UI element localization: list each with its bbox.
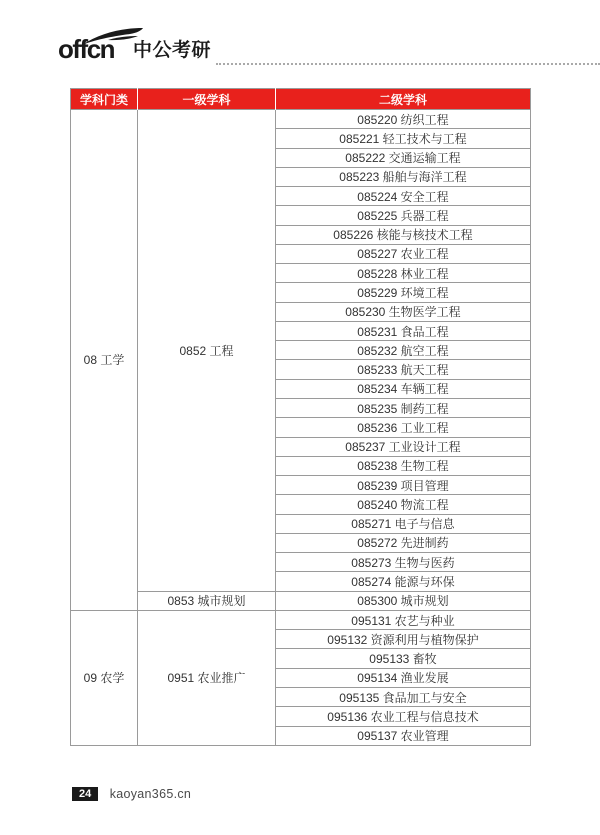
second-level-cell: 085223 船舶与海洋工程 xyxy=(276,167,531,186)
second-level-cell: 085237 工业设计工程 xyxy=(276,437,531,456)
header-second-level: 二级学科 xyxy=(276,89,531,110)
header-first-level: 一级学科 xyxy=(138,89,276,110)
second-level-cell: 085222 交通运输工程 xyxy=(276,148,531,167)
second-level-cell: 085233 航天工程 xyxy=(276,360,531,379)
second-level-cell: 085230 生物医学工程 xyxy=(276,302,531,321)
second-level-cell: 095131 农艺与种业 xyxy=(276,610,531,629)
second-level-cell: 095137 农业管理 xyxy=(276,726,531,745)
second-level-cell: 085229 环境工程 xyxy=(276,283,531,302)
second-level-cell: 085220 纺织工程 xyxy=(276,110,531,129)
second-level-cell: 085227 农业工程 xyxy=(276,244,531,263)
second-level-cell: 085239 项目管理 xyxy=(276,476,531,495)
brand-logo-text: offcn xyxy=(58,34,115,64)
second-level-cell: 085225 兵器工程 xyxy=(276,206,531,225)
second-level-cell: 085232 航空工程 xyxy=(276,341,531,360)
table-row xyxy=(71,110,531,129)
second-level-cell: 085234 车辆工程 xyxy=(276,379,531,398)
second-level-cell: 085240 物流工程 xyxy=(276,495,531,514)
brand-logo-cn-text: 中公考研 xyxy=(133,40,212,61)
second-level-cell: 095132 资源利用与植物保护 xyxy=(276,630,531,649)
first-level-cell: 0852 工程 xyxy=(138,110,276,592)
first-level-cell: 0853 城市规划 xyxy=(138,591,276,610)
second-level-cell: 085300 城市规划 xyxy=(276,591,531,610)
second-level-cell: 085238 生物工程 xyxy=(276,456,531,475)
second-level-cell: 085221 轻工技术与工程 xyxy=(276,129,531,148)
page-footer xyxy=(72,785,191,801)
discipline-table-body xyxy=(71,110,531,746)
table-header xyxy=(71,89,531,110)
second-level-cell: 085236 工业工程 xyxy=(276,418,531,437)
second-level-cell: 085231 食品工程 xyxy=(276,321,531,340)
category-cell: 09 农学 xyxy=(71,610,138,745)
page-number-badge: 24 xyxy=(72,787,98,801)
second-level-cell: 085224 安全工程 xyxy=(276,187,531,206)
table-row xyxy=(71,591,531,610)
second-level-cell: 085272 先进制药 xyxy=(276,533,531,552)
table-row xyxy=(71,610,531,629)
second-level-cell: 085235 制药工程 xyxy=(276,398,531,417)
second-level-cell: 085271 电子与信息 xyxy=(276,514,531,533)
discipline-table xyxy=(70,88,531,746)
second-level-cell: 095133 畜牧 xyxy=(276,649,531,668)
second-level-cell: 095135 食品加工与安全 xyxy=(276,687,531,706)
second-level-cell: 095136 农业工程与信息技术 xyxy=(276,707,531,726)
footer-site-text: kaoyan365.cn xyxy=(109,786,192,801)
header-category: 学科门类 xyxy=(71,89,138,110)
second-level-cell: 085273 生物与医药 xyxy=(276,553,531,572)
first-level-cell: 0951 农业推广 xyxy=(138,610,276,745)
dotted-divider xyxy=(216,63,600,65)
second-level-cell: 085226 核能与核技术工程 xyxy=(276,225,531,244)
second-level-cell: 085274 能源与环保 xyxy=(276,572,531,591)
category-cell: 08 工学 xyxy=(71,110,138,611)
second-level-cell: 095134 渔业发展 xyxy=(276,668,531,687)
table-header-row xyxy=(71,89,531,110)
second-level-cell: 085228 林业工程 xyxy=(276,264,531,283)
